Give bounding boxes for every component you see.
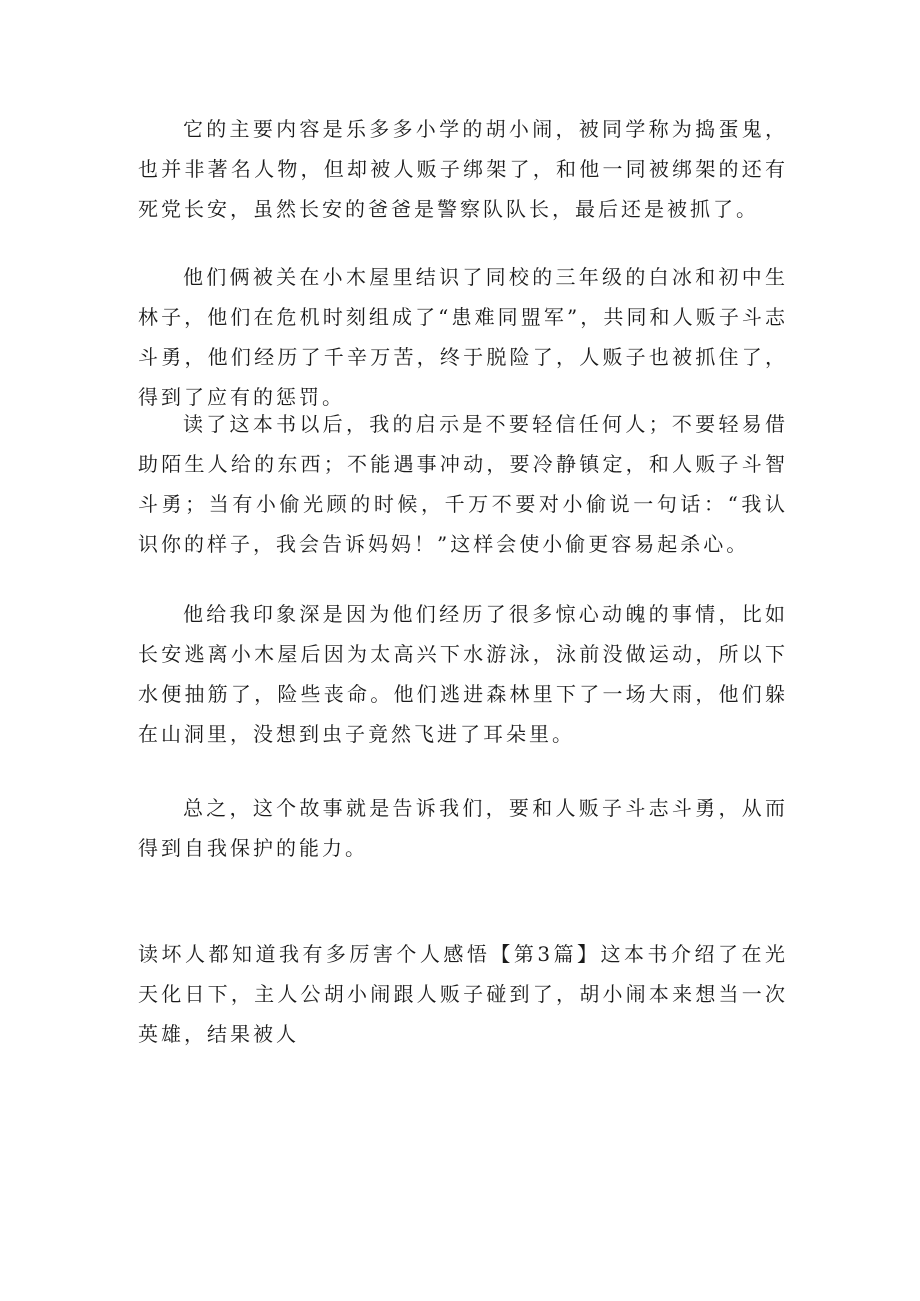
paragraph-conclusion: 总之，这个故事就是告诉我们，要和人贩子斗志斗勇，从而得到自我保护的能力。: [138, 796, 788, 860]
paragraph-lessons: 读了这本书以后，我的启示是不要轻信任何人；不要轻易借助陌生人给的东西；不能遇事冲动，要冷静镇定，和人贩子斗智斗勇；当有小偷光顾的时候，千万不要对小偷说一句话：“我认识你的样子，我会告诉妈妈！”这样会使小偷更容易起杀心。: [138, 412, 788, 556]
paragraph-section-3-intro: 读坏人都知道我有多厉害个人感悟【第3篇】这本书介绍了在光天化日下，主人公胡小闹跟人贩子碰到了，胡小闹本来想当一次英雄，结果被人: [138, 942, 788, 1046]
paragraph-story-summary: 它的主要内容是乐多多小学的胡小闹，被同学称为捣蛋鬼，也并非著名人物，但却被人贩子绑架了，和他一同被绑架的还有死党长安，虽然长安的爸爸是警察队队长，最后还是被抓了。: [138, 117, 788, 221]
paragraph-escape-story: 他们俩被关在小木屋里结识了同校的三年级的白冰和初中生林子，他们在危机时刻组成了“患难同盟军”，共同和人贩子斗志斗勇，他们经历了千辛万苦，终于脱险了，人贩子也被抓住了，得到了应有的惩罚。: [138, 265, 788, 409]
paragraph-impression: 他给我印象深是因为他们经历了很多惊心动魄的事情，比如长安逃离小木屋后因为太高兴下水游泳，泳前没做运动，所以下水便抽筋了，险些丧命。他们逃进森林里下了一场大雨，他们躲在山洞里，没想到虫子竟然飞进了耳朵里。: [138, 602, 788, 746]
